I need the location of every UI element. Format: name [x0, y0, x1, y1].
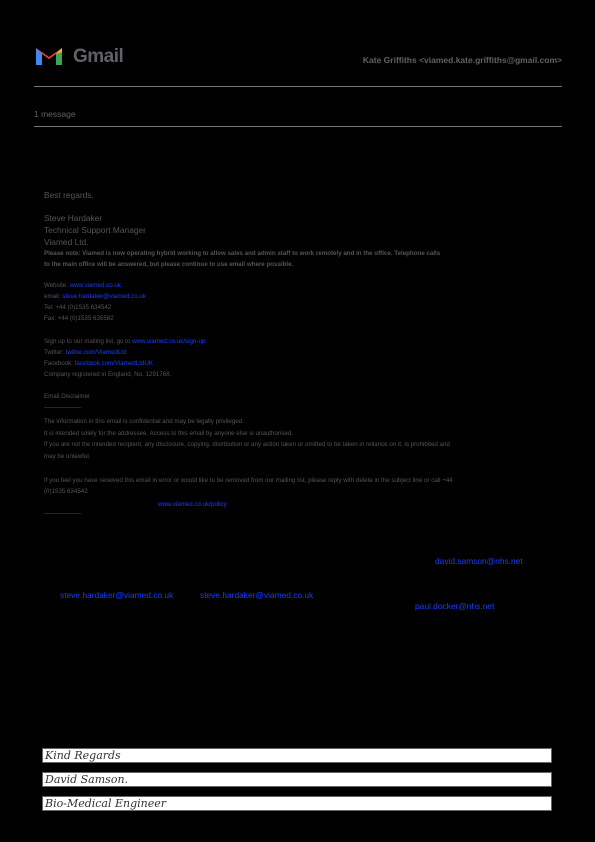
header-divider — [34, 86, 562, 87]
email-link[interactable]: steve.hardaker@viamed.co.uk — [62, 293, 146, 300]
website-link[interactable]: www.viamed.co.uk — [69, 282, 121, 289]
facebook-link[interactable]: facebook.com/ViamedLtdUK — [74, 360, 153, 367]
reply-line-role: Bio-Medical Engineer — [42, 796, 552, 811]
david-email-link[interactable]: david.samson@nhs.net — [435, 556, 523, 566]
disclaimer-divider: —————— — [44, 404, 82, 411]
disclaimer-line5: If you feel you have received this email in error or would like to be removed from our mailing list, please reply with delete in the subject line or call +44 — [44, 477, 453, 484]
disclaimer-heading: Email Disclaimer — [44, 393, 91, 400]
account-user: Kate Griffiths <viamed.kate.griffiths@gmail.com> — [362, 55, 562, 65]
email-label: email: — [44, 293, 61, 300]
paul-email-link[interactable]: paul.docker@nhs.net — [415, 601, 495, 611]
policy-link[interactable]: www.viamed.co.uk/policy — [158, 501, 227, 508]
disclaimer-line3: If you are not the intended recipient, any disclosure, copying, distribution or any action taken or omitted to be taken in reliance on it, is prohibited and — [44, 441, 450, 448]
sig-notice-line2: to the main office will be answered, but please continue to use email where possible. — [44, 261, 294, 268]
reply-line-kind-regards: Kind Regards — [42, 748, 552, 763]
steve-email-link-1[interactable]: steve.hardaker@viamed.co.uk — [60, 590, 174, 600]
sig-email-row — [44, 293, 146, 300]
website-label: Website: — [44, 282, 68, 289]
sig-website-row — [44, 282, 121, 289]
twitter-label: Twitter: — [44, 349, 64, 356]
sig-fax: Fax: +44 (0)1535 635582 — [44, 315, 114, 322]
gmail-logo-text: Gmail — [73, 46, 124, 67]
sig-notice-line1: Please note: Viamed is now operating hybrid working to allow sales and admin staff to work remotely and in the office. Telephone calls — [44, 250, 441, 257]
mailing-prefix: Sign up to our mailing list, go to — [44, 338, 131, 345]
disclaimer-line2: It is intended solely for the addressee. Access to this email by anyone else is unauthorised. — [44, 430, 294, 437]
disclaimer-line1: The information in this email is confidential and may be legally privileged. — [44, 418, 244, 425]
sig-company: Viamed Ltd. — [44, 237, 89, 247]
twitter-link[interactable]: twitter.com/ViamedLtd — [65, 349, 127, 356]
disclaimer-divider2: —————— — [44, 510, 82, 517]
sig-mailing-row — [44, 338, 205, 345]
steve-email-link-2[interactable]: steve.hardaker@viamed.co.uk — [200, 590, 314, 600]
sig-greeting: Best regards, — [44, 190, 94, 200]
facebook-label: Facebook: — [44, 360, 73, 367]
mailing-link[interactable]: www.viamed.co.uk/sign-up — [132, 338, 206, 345]
sig-name: Steve Hardaker — [44, 213, 103, 223]
sig-tel: Tel: +44 (0)1535 634542 — [44, 304, 112, 311]
gmail-logo-icon — [34, 44, 64, 67]
message-count: 1 message — [34, 109, 76, 119]
thread-divider — [34, 126, 562, 127]
disclaimer-line4: may be unlawful. — [44, 453, 91, 460]
sig-title: Technical Support Manager — [44, 225, 146, 235]
sig-registration: Company registered in England, No. 1291768. — [44, 371, 172, 378]
reply-line-name: David Samson. — [42, 772, 552, 787]
disclaimer-line6: (0)1535 634542 — [44, 488, 88, 495]
sig-twitter-row — [44, 349, 126, 356]
sig-facebook-row — [44, 360, 153, 367]
